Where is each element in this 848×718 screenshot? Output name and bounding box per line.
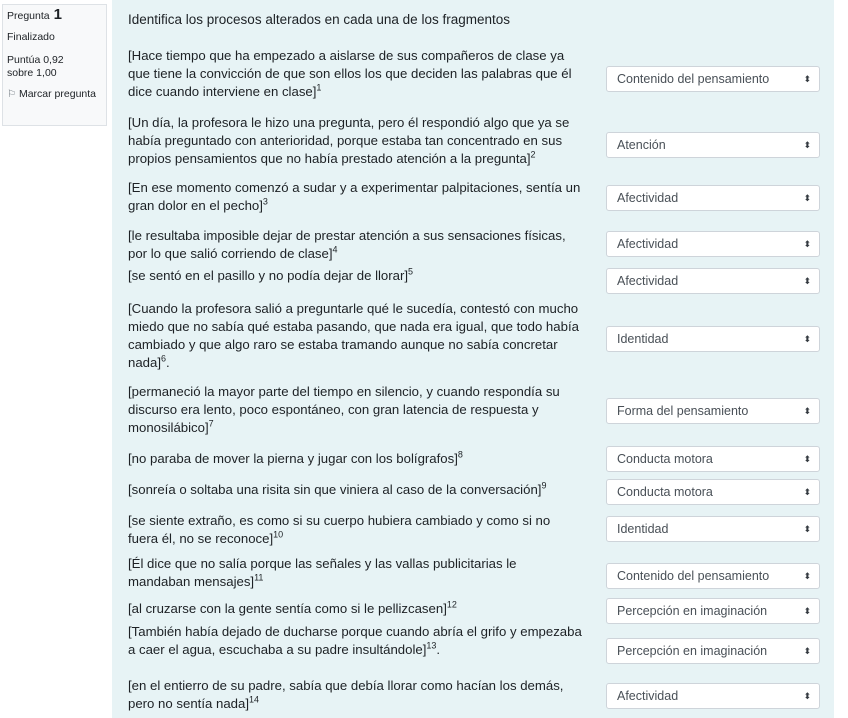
question-content [112,0,834,718]
answer-select-value: Afectividad [617,191,679,205]
select-arrows-icon: ⬍ [803,691,811,701]
fragment-number: 1 [316,82,322,93]
select-arrows-icon: ⬍ [803,487,811,497]
flag-question-label: Marcar pregunta [18,88,97,100]
fragment-text [128,179,582,215]
fragment-suffix: . [166,355,170,370]
fragment-text [128,114,582,168]
fragment-number: 5 [408,266,414,277]
fragment-suffix: . [436,642,441,657]
answer-select-value: Contenido del pensamiento [617,72,770,86]
answer-select-value: Percepción en imaginación [617,644,768,658]
fragment-text-content: [Un día, la profesora le hizo una pregunta, pero él respondió algo que ya se había preguntado con anterioridad, porque estaba tan concentrado en sus propios pensamientos que no había prestado atención a la pregunta] [128,115,570,166]
answer-select[interactable] [606,398,820,424]
fragment-text-content: [Cuando la profesora salió a preguntarle qué le sucedía, contestó con mucho miedo que no sabía qué estaba pasando, que nada era igual, que todo había cambiado y que algo raro se estaba tramando aunque no sabía concretar nada] [128,301,579,370]
answer-select[interactable] [606,231,820,257]
fragment-number: 10 [273,529,284,540]
answer-select-value: Identidad [617,332,669,346]
answer-select[interactable] [606,479,820,505]
select-arrows-icon: ⬍ [803,193,811,203]
fragment-text [128,383,582,437]
fragment-number: 13 [426,640,437,651]
answer-select-value: Identidad [617,522,669,536]
flag-question-link[interactable] [7,88,102,101]
answer-select[interactable] [606,598,820,624]
fragment-number: 8 [457,449,463,460]
select-arrows-icon: ⬍ [803,334,811,344]
fragment-number: 7 [208,418,214,429]
answer-select[interactable] [606,683,820,709]
answer-select[interactable] [606,132,820,158]
fragment-text-content: [en el entierro de su padre, sabía que debía llorar como hacían los demás, pero no sentía nada] [128,678,564,711]
fragment-text [128,600,582,618]
fragment-text [128,512,582,548]
fragment-number: 6 [161,353,167,364]
answer-select-value: Conducta motora [617,485,713,499]
answer-select[interactable] [606,326,820,352]
answer-select-value: Contenido del pensamiento [617,569,770,583]
select-arrows-icon: ⬍ [803,140,811,150]
answer-select-value: Atención [617,138,666,152]
question-prompt: Identifica los procesos alterados en cada una de los fragmentos [128,12,510,27]
question-number [7,8,102,23]
question-grade: Puntúa 0,92 sobre 1,00 [7,54,64,79]
fragment-text [128,267,582,285]
select-arrows-icon: ⬍ [803,646,811,656]
fragment-text-content: [al cruzarse con la gente sentía como si le pellizcasen] [128,601,447,616]
fragment-number: 9 [541,480,547,491]
fragment-number: 3 [262,196,268,207]
select-arrows-icon: ⬍ [803,571,811,581]
answer-select-value: Afectividad [617,237,679,251]
fragment-text-content: [sonreía o soltaba una risita sin que viniera al caso de la conversación] [128,482,542,497]
fragment-text-content: [se siente extraño, es como si su cuerpo hubiera cambiado y como si no fuera él, no se reconoce] [128,513,551,546]
fragment-text [128,47,582,101]
question-info-panel [2,4,107,126]
select-arrows-icon: ⬍ [803,239,811,249]
answer-select[interactable] [606,446,820,472]
answer-select-value: Forma del pensamiento [617,404,749,418]
select-arrows-icon: ⬍ [803,524,811,534]
select-arrows-icon: ⬍ [803,406,811,416]
fragment-text [128,227,582,263]
fragment-number: 2 [530,149,536,160]
select-arrows-icon: ⬍ [803,454,811,464]
fragment-text [128,450,582,468]
answer-select-value: Afectividad [617,689,679,703]
fragment-text-content: [permaneció la mayor parte del tiempo en silencio, y cuando respondía su discurso era lento, poco espontáneo, con gran latencia de respuesta y monosilábico] [128,384,560,435]
fragment-number: 12 [446,599,457,610]
flag-icon: ⚐ [7,89,16,100]
answer-select[interactable] [606,563,820,589]
fragment-text [128,677,582,713]
fragment-text [128,481,582,499]
fragment-text-content: [En ese momento comenzó a sudar y a experimentar palpitaciones, sentía un gran dolor en el pecho] [128,180,581,213]
fragment-text [128,555,582,591]
question-number-value: 1 [53,6,62,23]
answer-select-value: Percepción en imaginación [617,604,768,618]
fragment-text-content: [Él dice que no salía porque las señales y las vallas publicitarias le mandaban mensajes] [128,556,517,589]
question-state: Finalizado [7,31,55,43]
answer-select[interactable] [606,268,820,294]
fragment-text-content: [le resultaba imposible dejar de prestar atención a sus sensaciones físicas, por lo que salió corriendo de clase] [128,228,566,261]
select-arrows-icon: ⬍ [803,276,811,286]
fragment-number: 14 [248,694,259,705]
fragment-text-content: [no paraba de mover la pierna y jugar con los bolígrafos] [128,451,458,466]
answer-select[interactable] [606,66,820,92]
question-label: Pregunta [7,10,50,22]
select-arrows-icon: ⬍ [803,74,811,84]
fragment-text [128,300,582,372]
fragment-number: 4 [332,244,338,255]
answer-select-value: Conducta motora [617,452,713,466]
answer-select[interactable] [606,516,820,542]
fragment-number: 11 [254,572,264,583]
fragment-text-content: [También había dejado de ducharse porque cuando abría el grifo y empezaba a caer el agua, escuchaba a su padre insultándole] [128,624,582,657]
fragment-text-content: [Hace tiempo que ha empezado a aislarse de sus compañeros de clase ya que tiene la convicción de que son ellos los que deciden las palabras que él dice cuando interviene en clase] [128,48,572,99]
fragment-text [128,623,582,659]
select-arrows-icon: ⬍ [803,606,811,616]
answer-select[interactable] [606,638,820,664]
fragment-text-content: [se sentó en el pasillo y no podía dejar de llorar] [128,268,409,283]
answer-select[interactable] [606,185,820,211]
answer-select-value: Afectividad [617,274,679,288]
